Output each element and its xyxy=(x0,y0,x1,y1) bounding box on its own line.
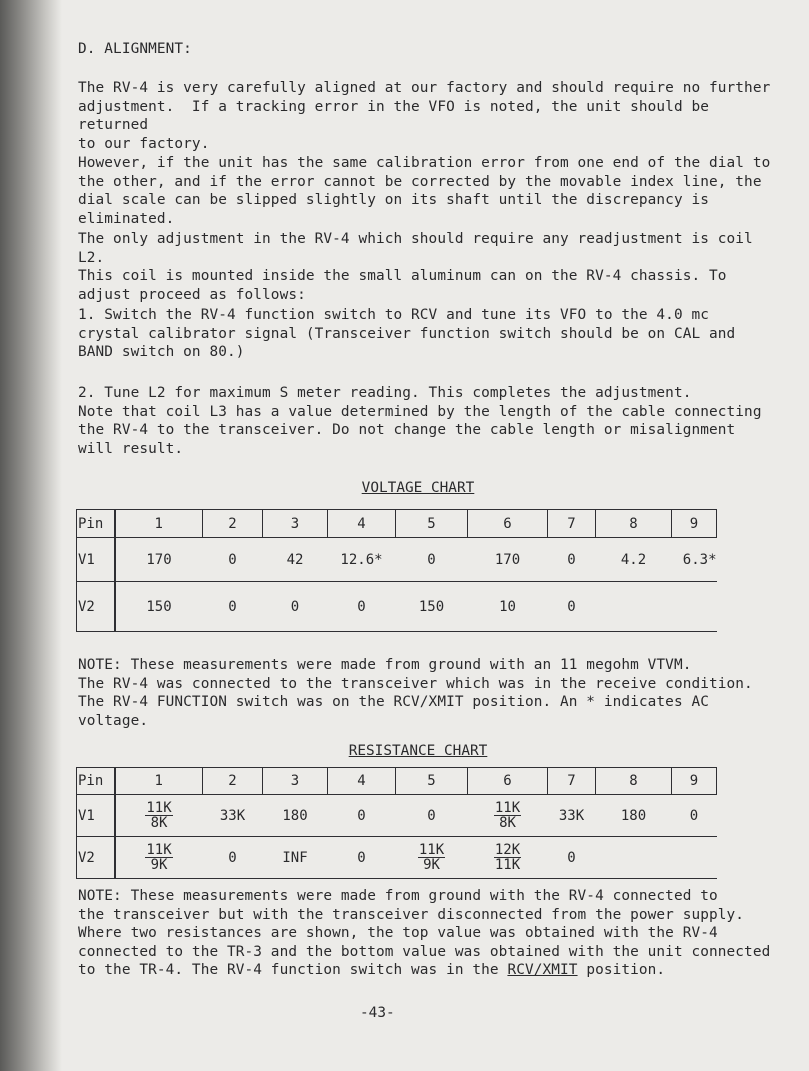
header-cell: Pin xyxy=(77,768,115,795)
table-cell: 12.6* xyxy=(328,538,396,582)
table-cell: INF xyxy=(263,837,328,879)
header-cell: 9 xyxy=(672,768,717,795)
voltage-row-v1 xyxy=(77,538,717,582)
table-cell: 0 xyxy=(548,538,596,582)
voltage-chart-title: VOLTAGE CHART xyxy=(361,480,475,496)
paragraph-calibration-error xyxy=(78,154,778,228)
tr4-value: 8K xyxy=(499,814,516,831)
tr3-value: 11K xyxy=(418,841,445,858)
table-cell: 150 xyxy=(115,582,203,632)
header-cell: 1 xyxy=(115,510,203,538)
table-cell xyxy=(596,582,672,632)
note-body: NOTE: These measurements were made from ground with the RV-4 connected to the transceiver but with the transceiver disconnected from the power supply. Where two resistances are shown, the top value was obtained with the RV-4 connected to the TR-3 and the bottom value was obtained with the unit connected to the TR-4. The RV-4 function switch was in the xyxy=(78,888,771,978)
table-cell xyxy=(115,795,203,837)
header-cell: 6 xyxy=(468,510,548,538)
table-cell: 170 xyxy=(468,538,548,582)
note-text: NOTE: These measurements were made from ground with an 11 megohm VTVM. The RV-4 was connected to the transceiver which was in the receive condition. The RV-4 FUNCTION switch was on the RCV/XMIT position. An * indicates AC voltage. xyxy=(78,657,753,729)
dual-value xyxy=(145,801,172,830)
paragraph-factory-alignment xyxy=(78,79,778,153)
table-cell xyxy=(672,837,717,879)
paragraph-text: The only adjustment in the RV-4 which should require any readjustment is coil L2. This coil is mounted inside the small aluminum can on the RV-4 chassis. To adjust proceed as follows: xyxy=(78,231,753,303)
header-cell: 7 xyxy=(548,510,596,538)
resistance-header-row xyxy=(77,768,717,795)
paragraph-text: 1. Switch the RV-4 function switch to RCV and tune its VFO to the 4.0 mc crystal calibrator signal (Transceiver function switch should be on CAL and BAND switch on 80.) xyxy=(78,307,736,360)
table-cell: 180 xyxy=(263,795,328,837)
row-label: V2 xyxy=(77,837,115,879)
header-cell: 2 xyxy=(203,510,263,538)
paragraph-text: 2. Tune L2 for maximum S meter reading. This completes the adjustment. Note that coil L3 has a value determined by the length of the cable connecting the RV-4 to the transceiver. Do not change the cable length or misalignment will result. xyxy=(78,385,762,457)
step-2 xyxy=(78,384,778,458)
table-cell: 0 xyxy=(203,837,263,879)
header-cell: 4 xyxy=(328,768,396,795)
paragraph-coil-adjustment xyxy=(78,230,778,304)
table-cell xyxy=(468,795,548,837)
resistance-row-v2 xyxy=(77,837,717,879)
underlined-term: RCV/XMIT xyxy=(507,962,578,978)
table-cell: 10 xyxy=(468,582,548,632)
voltage-header-row xyxy=(77,510,717,538)
tr3-value: 11K xyxy=(146,841,172,858)
table-cell: 170 xyxy=(115,538,203,582)
tr3-value: 11K xyxy=(494,799,521,816)
paragraph-text: However, if the unit has the same calibration error from one end of the dial to the other, and if the error cannot be corrected by the movable index line, the dial scale can be slipped slightly on its shaft until the discrepancy is eliminated. xyxy=(78,155,771,227)
dual-value xyxy=(418,843,445,872)
table-cell: 4.2 xyxy=(596,538,672,582)
dual-value xyxy=(494,843,521,872)
table-cell: 42 xyxy=(263,538,328,582)
tr4-value: 9K xyxy=(423,856,440,873)
tr4-value: 11K xyxy=(494,856,521,873)
table-cell: 33K xyxy=(548,795,596,837)
header-cell: 8 xyxy=(596,510,672,538)
tr3-value: 11K xyxy=(146,799,172,816)
header-cell: 9 xyxy=(672,510,717,538)
page-number: -43- xyxy=(360,1005,395,1021)
note-end: position. xyxy=(577,962,666,978)
table-cell: 6.3* xyxy=(672,538,717,582)
resistance-note xyxy=(78,887,778,980)
resistance-chart-title: RESISTANCE CHART xyxy=(348,743,488,759)
header-cell: 2 xyxy=(203,768,263,795)
row-label: V2 xyxy=(77,582,115,632)
table-cell: 0 xyxy=(328,582,396,632)
header-cell: Pin xyxy=(77,510,115,538)
resistance-row-v1 xyxy=(77,795,717,837)
table-cell xyxy=(672,582,717,632)
note-text xyxy=(78,887,778,980)
header-cell: 5 xyxy=(396,510,468,538)
tr4-value: 9K xyxy=(150,856,168,873)
step-1 xyxy=(78,306,778,362)
table-cell: 0 xyxy=(263,582,328,632)
voltage-chart-table xyxy=(76,509,717,632)
table-cell: 150 xyxy=(396,582,468,632)
header-cell: 1 xyxy=(115,768,203,795)
header-cell: 3 xyxy=(263,768,328,795)
header-cell: 4 xyxy=(328,510,396,538)
row-label: V1 xyxy=(77,538,115,582)
header-cell: 6 xyxy=(468,768,548,795)
table-cell: 0 xyxy=(672,795,717,837)
dual-value xyxy=(145,843,172,872)
table-cell: 0 xyxy=(328,837,396,879)
section-title: D. ALIGNMENT: xyxy=(78,41,192,57)
tr4-value: 8K xyxy=(150,814,168,831)
table-cell: 0 xyxy=(203,538,263,582)
header-cell: 5 xyxy=(396,768,468,795)
table-cell xyxy=(396,837,468,879)
table-cell xyxy=(115,837,203,879)
voltage-note xyxy=(78,656,778,730)
table-cell: 0 xyxy=(396,538,468,582)
table-cell: 0 xyxy=(328,795,396,837)
header-cell: 8 xyxy=(596,768,672,795)
resistance-chart-table xyxy=(76,767,717,879)
table-cell: 0 xyxy=(396,795,468,837)
table-cell: 0 xyxy=(548,837,596,879)
table-cell xyxy=(468,837,548,879)
table-cell: 0 xyxy=(203,582,263,632)
header-cell: 7 xyxy=(548,768,596,795)
header-cell: 3 xyxy=(263,510,328,538)
paragraph-text: The RV-4 is very carefully aligned at our factory and should require no further adjustment. If a tracking error in the VFO is noted, the unit should be returned to our factory. xyxy=(78,80,771,152)
table-cell: 33K xyxy=(203,795,263,837)
voltage-row-v2 xyxy=(77,582,717,632)
dual-value xyxy=(494,801,521,830)
tr3-value: 12K xyxy=(494,841,521,858)
table-cell xyxy=(596,837,672,879)
table-cell: 180 xyxy=(596,795,672,837)
row-label: V1 xyxy=(77,795,115,837)
table-cell: 0 xyxy=(548,582,596,632)
